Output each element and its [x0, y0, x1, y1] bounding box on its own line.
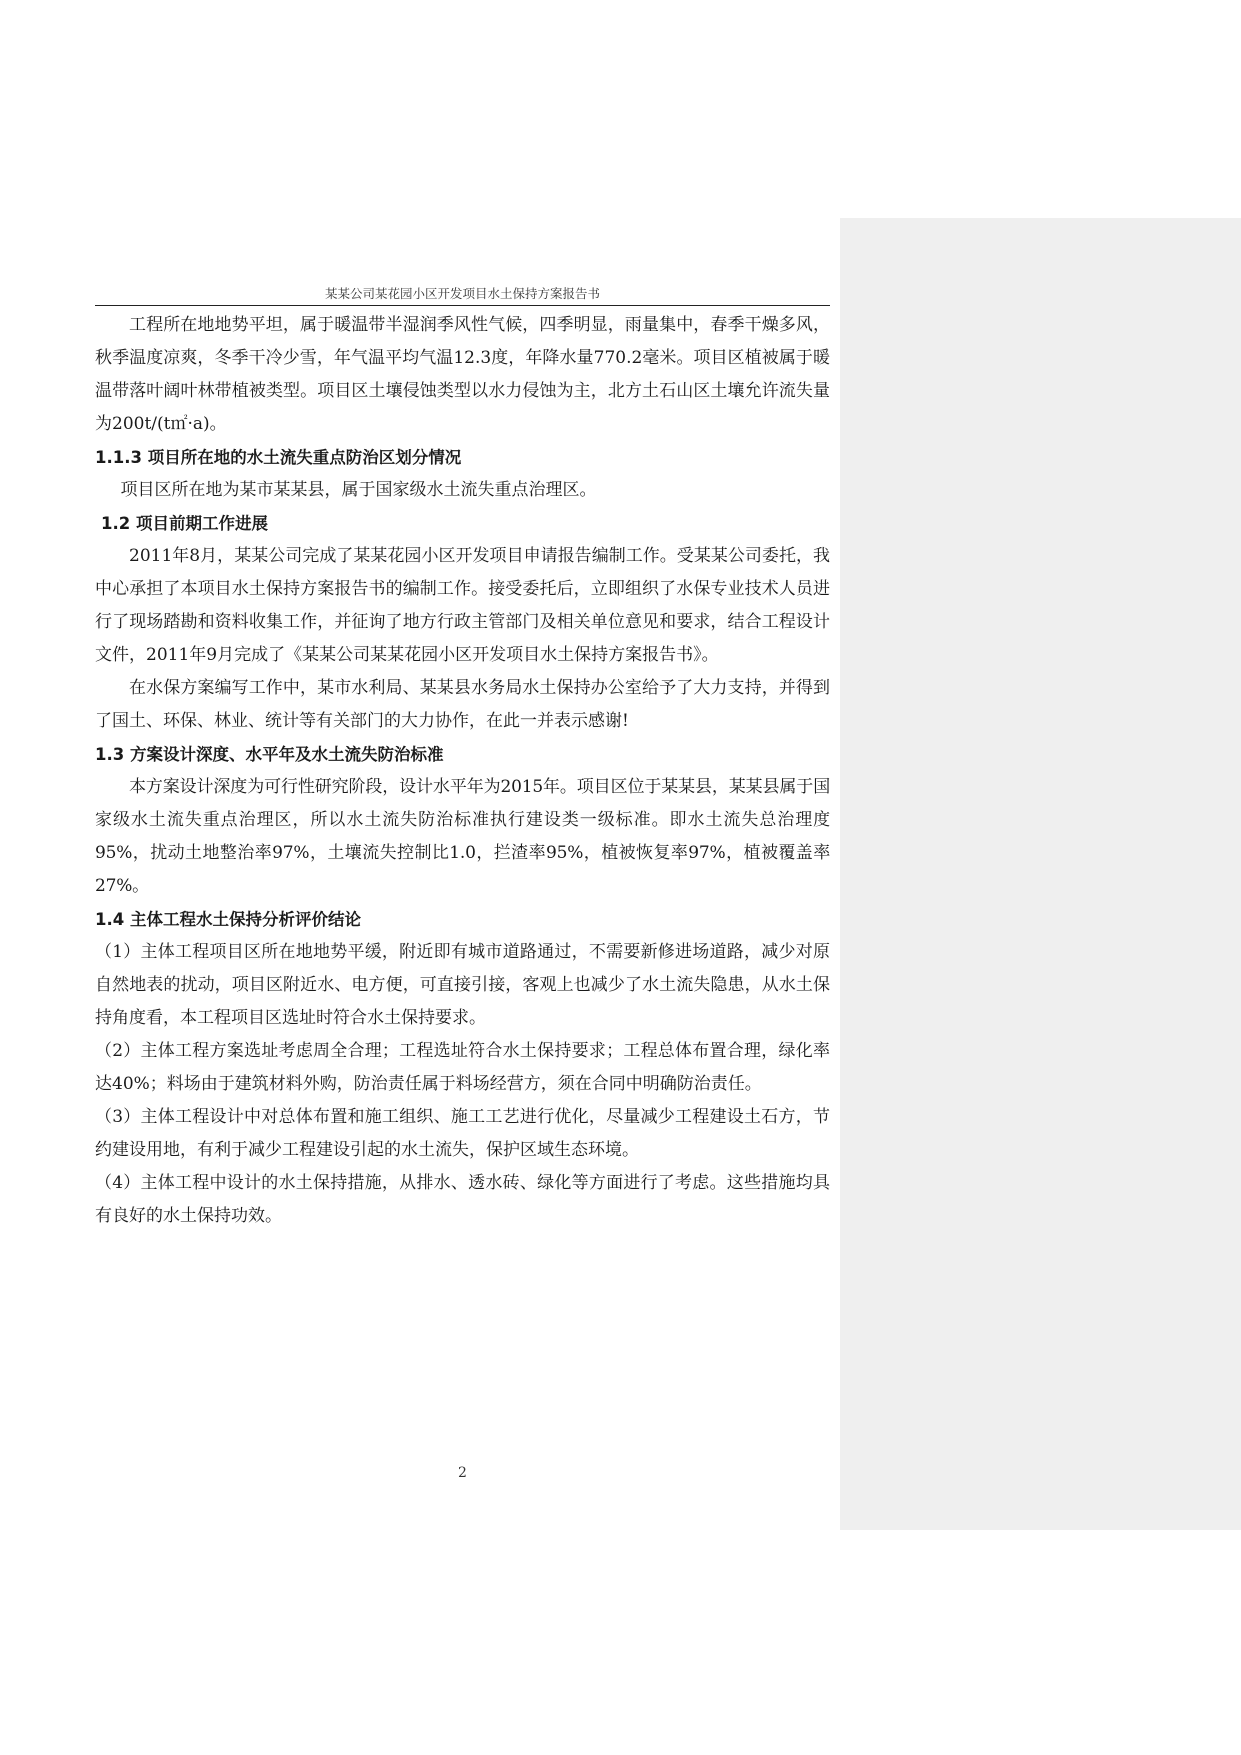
document-body: [95, 309, 830, 1233]
section-1-3-paragraph: 本方案设计深度为可行性研究阶段，设计水平年为2015年。项目区位于某某县，某某县属于国家级水土流失重点治理区，所以水土流失防治标准执行建设类一级标准。即水土流失总治理度95%，扰动土地整治率97%，土壤流失控制比1.0，拦渣率95%，植被恢复率97%，植被覆盖率27%。: [95, 777, 830, 896]
section-heading-1-2: 1.2 项目前期工作进展: [101, 514, 268, 533]
intro-paragraph: 工程所在地地势平坦，属于暖温带半湿润季风性气候，四季明显，雨量集中，春季干燥多风，秋季温度凉爽，冬季干冷少雪，年气温平均气温12.3度，年降水量770.2毫米。项目区植被属于暖温带落叶阔叶林带植被类型。项目区土壤侵蚀类型以水力侵蚀为主，北方土石山区土壤允许流失量为200t/(t㎡·a)。: [95, 315, 830, 434]
comment-margin-pane: [840, 218, 1241, 1530]
conclusion-item-1: （1）主体工程项目区所在地地势平缓，附近即有城市道路通过，不需要新修进场道路，减少对原自然地表的扰动，项目区附近水、电方便，可直接引接，客观上也减少了水土流失隐患，从水土保持角度看，本工程项目区选址时符合水土保持要求。: [95, 942, 830, 1028]
header-divider: [95, 305, 830, 306]
section-heading-1-1-3: 1.1.3 项目所在地的水土流失重点防治区划分情况: [95, 448, 462, 467]
document-page: [95, 283, 830, 1481]
page-number: 2: [458, 1465, 467, 1481]
conclusion-item-3: （3）主体工程设计中对总体布置和施工组织、施工工艺进行优化，尽量减少工程建设土石方，节约建设用地，有利于减少工程建设引起的水土流失，保护区域生态环境。: [95, 1107, 830, 1160]
conclusion-item-4: （4）主体工程中设计的水土保持措施，从排水、透水砖、绿化等方面进行了考虑。这些措施均具有良好的水土保持功效。: [95, 1173, 830, 1226]
section-1-2-paragraph-2: 在水保方案编写工作中，某市水利局、某某县水务局水土保持办公室给予了大力支持，并得到了国土、环保、林业、统计等有关部门的大力协作，在此一并表示感谢!: [95, 678, 830, 731]
section-1-1-3-paragraph: 项目区所在地为某市某某县，属于国家级水土流失重点治理区。: [120, 480, 597, 500]
conclusion-item-2: （2）主体工程方案选址考虑周全合理；工程选址符合水土保持要求；工程总体布置合理，绿化率达40%；料场由于建筑材料外购，防治责任属于料场经营方，须在合同中明确防治责任。: [95, 1041, 830, 1094]
section-heading-1-4: 1.4 主体工程水土保持分析评价结论: [95, 910, 361, 929]
running-header: 某某公司某花园小区开发项目水土保持方案报告书: [324, 286, 600, 301]
section-heading-1-3: 1.3 方案设计深度、水平年及水土流失防治标准: [95, 745, 444, 764]
section-1-2-paragraph-1: 2011年8月，某某公司完成了某某花园小区开发项目申请报告编制工作。受某某公司委托，我中心承担了本项目水土保持方案报告书的编制工作。接受委托后，立即组织了水保专业技术人员进行了现场踏勘和资料收集工作，并征询了地方行政主管部门及相关单位意见和要求，结合工程设计文件，2011年9月完成了《某某公司某某花园小区开发项目水土保持方案报告书》。: [95, 546, 830, 665]
